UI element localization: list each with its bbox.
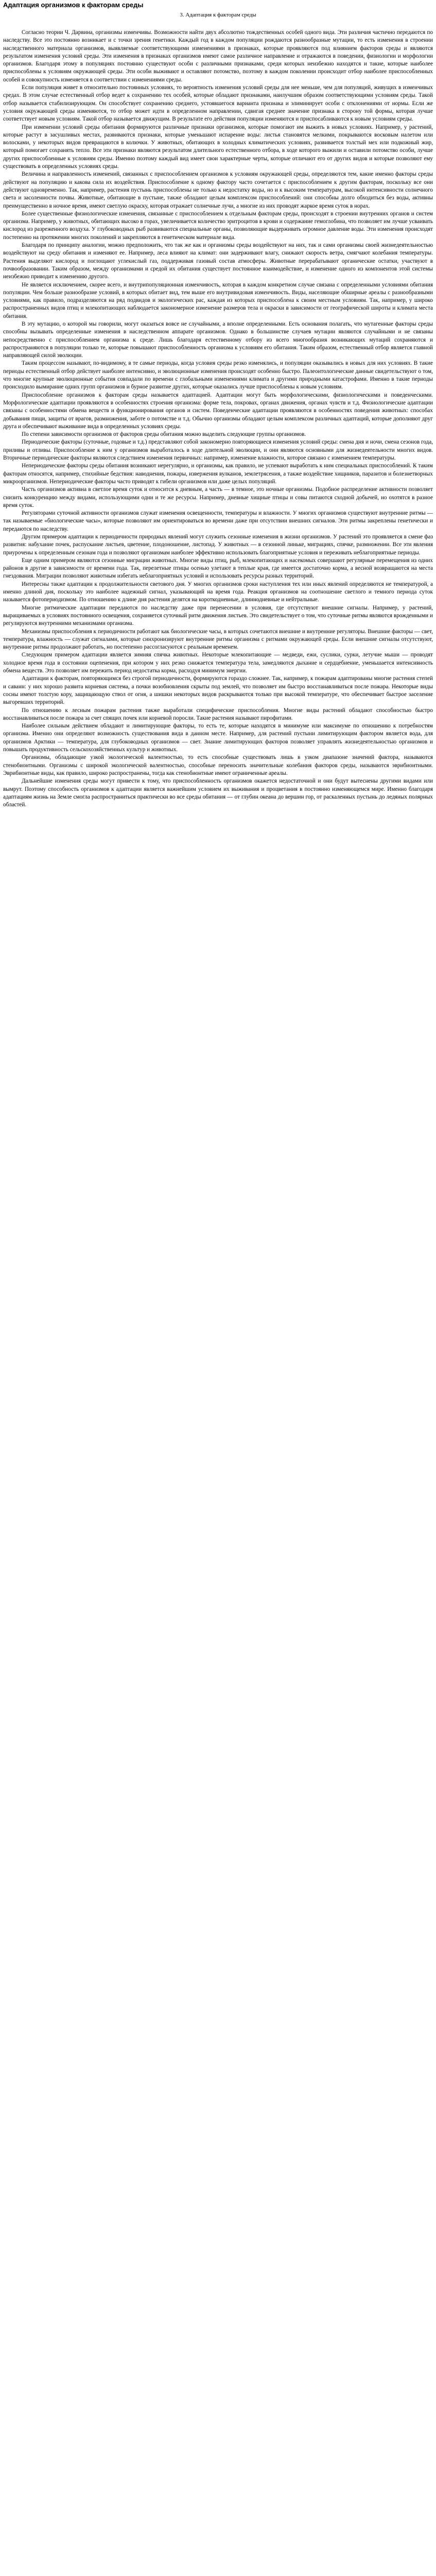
paragraph: По отношению к лесным пожарам растения также выработали специфические приспособления. Многие виды растений обладают способностью быстро восстанавливаться после пожара за счет спящих почек или корневой поросли. Такие растения называют пирофитами. bbox=[3, 707, 433, 721]
paragraph: Следующим примером адаптации является зимняя спячка животных. Некоторые млекопитающие — медведи, ежи, суслики, сурки, летучие мыши — проводят холодное время года в состоянии оцепенения, при котором у них резко снижается температура тела, замедляются дыхание и сердцебиение, уменьшается интенсивность обмена веществ. Это позволяет им пережить период недостатка корма, расходуя минимум энергии. bbox=[3, 652, 433, 674]
paragraph: Более существенные физиологические изменения, связанные с приспособлением к отдельным факторам среды, происходят в строении внутренних органов и систем организма. Например, у животных, обитающих высоко в горах, увеличивается количество эритроцитов в крови и содержание гемоглобина, что позволяет им лучше усваивать кислород из разреженного воздуха. У глубоководных рыб развиваются специальные органы, позволяющие выдерживать огромное давление воды. Эти изменения происходят постепенно на протяжении многих поколений и закрепляются в генетическом материале вида. bbox=[3, 210, 433, 241]
paragraph: Другим примером адаптации к периодичности природных явлений могут служить сезонные изменения в жизни организмов. У растений это проявляется в смене фаз развития: набухание почек, распускание листьев, цветение, плодоношение, листопад. У животных — в сезонной линьке, миграциях, спячке, размножении. Все эти явления приурочены к определенным сезонам года и позволяют организмам наиболее эффективно использовать благоприятные условия и переживать неблагоприятные периоды. bbox=[3, 534, 433, 556]
paragraph: Не является исключением, скорее всего, и внутрипопуляционная изменчивость, которая в каждом конкретном случае связана с определенными условиями обитания популяции. Чем больше разнообразие условий, в которых обитает вид, тем выше его внутривидовая изменчивость. Виды, населяющие обширные ареалы с разнообразными условиями, как правило, подразделяются на ряд подвидов и экологических рас, каждая из которых приспособлена к своим местным условиям. Так, например, у широко распространенных видов птиц и млекопитающих наблюдается закономерное изменение размеров тела и окраски в зависимости от географической широты и климата места обитания. bbox=[3, 281, 433, 319]
section-heading: 3. Адаптация к факторам среды bbox=[180, 12, 256, 18]
paragraph: Часть организмов активна в светлое время суток и относится к дневным, а часть — в темное, это ночные организмы. Подобное распределение активности позволяет снизить конкуренцию между видами, использующими одни и те же ресурсы. Например, дневные хищные птицы и совы питаются сходной добычей, но охотятся в разное время суток. bbox=[3, 486, 433, 509]
paragraph: При изменении условий среды обитания формируются различные признаки организмов, которые помогают им выжить в новых условиях. Например, у растений, которые растут в засушливых местах, развиваются признаки, которые уменьшают испарение воды: листья становятся мелкими, покрываются восковым налетом или волосками, у некоторых видов превращаются в колючки. У животных, обитающих в холодных климатических условиях, развивается толстый мех или подкожный жир, который помогает сохранять тепло. Все эти признаки являются результатом длительного естественного отбора, в ходе которого выжили и оставили потомство особи, лучше других приспособленные к условиям среды. Именно поэтому каждый вид имеет свои характерные черты, которые отличают его от других видов и которые позволяют ему существовать в определенных условиях среды. bbox=[3, 124, 433, 170]
paragraph: Периодические факторы (суточные, годовые и т.д.) представляют собой закономерно повторяющиеся изменения условий среды: смена дня и ночи, смена сезонов года, приливы и отливы. Приспособление к ним у организмов выработалось в ходе длительной эволюции, и они являются основными для жизнедеятельности многих видов. Вторичные периодические факторы являются следствием изменения первичных: например, изменение влажности, которое связано с изменением температуры. bbox=[3, 439, 433, 462]
paragraph: Еще одним примером являются сезонные миграции животных. Многие виды птиц, рыб, млекопитающих и насекомых совершают регулярные перемещения из одних районов в другие в зависимости от времени года. Так, перелетные птицы осенью улетают в теплые края, где имеется достаточно корма, а весной возвращаются на места гнездования. Миграции позволяют животным избегать неблагоприятных условий и использовать ресурсы разных территорий. bbox=[3, 557, 433, 580]
paragraph: Приспособление организмов к факторам среды называется адаптацией. Адаптации могут быть морфологическими, физиологическими и поведенческими. Морфологические адаптации проявляются в особенностях строения организма: форме тела, покровах, органах движения, органах чувств и т.д. Физиологические адаптации связаны с особенностями обмена веществ и функционирования органов и систем. Поведенческие адаптации проявляются в особенностях поведения животных: способах добывания пищи, защиты от врагов, размножения, заботе о потомстве и т.д. Обычно организмы обладают целым комплексом различных адаптаций, которые дополняют друг друга и обеспечивают выживание вида в определенных условиях среды. bbox=[3, 392, 433, 430]
paragraph: Величина и направленность изменений, связанных с приспособлением организмов к условиям окружающей среды, определяются тем, какие именно факторы среды действуют на популяцию и какова сила их воздействия. Приспособление к одному фактору часто сочетается с приспособлением к другим факторам, поскольку все они действуют одновременно. Так, например, растения пустынь приспособлены не только к недостатку воды, но и к высоким температурам, высокой интенсивности солнечного света и засоленности почвы. Животные, обитающие в пустыне, также обладают целым комплексом приспособлений: они способны долго обходиться без воды, активны преимущественно в ночное время, имеют светлую окраску, которая отражает солнечные лучи, а многие из них проводят жаркое время суток в норах. bbox=[3, 171, 433, 209]
paragraph: Таким процессом называют, по-видимому, в те самые периоды, когда условия среды резко изменялись, и популяции оказывались в новых для них условиях. В такие периоды естественный отбор действует наиболее интенсивно, и эволюционные изменения происходят особенно быстро. Палеонтологические данные свидетельствуют о том, что многие крупные эволюционные события совпадали по времени с глобальными изменениями климата и другими природными катастрофами. Именно в такие периоды происходило вымирание одних групп организмов и бурное развитие других, которые оказались лучше приспособлены к новым условиям. bbox=[3, 360, 433, 391]
article-body bbox=[3, 29, 433, 809]
paragraph: Непериодические факторы среды обитания возникают нерегулярно, и организмы, как правило, не успевают выработать к ним специальных приспособлений. К таким факторам относятся, например, стихийные бедствия: наводнения, пожары, извержения вулканов, землетрясения, а также воздействие хищников, паразитов и болезнетворных микроорганизмов. Непериодические факторы часто приводят к гибели организмов или даже целых популяций. bbox=[3, 463, 433, 485]
paragraph: Регуляторами суточной активности организмов служат изменения освещенности, температуры и влажности. У многих организмов существуют внутренние ритмы — так называемые «биологические часы», которые позволяют им ориентироваться во времени даже при отсутствии внешних сигналов. Эти ритмы закреплены генетически и передаются по наследству. bbox=[3, 510, 433, 532]
page-title: Адаптация организмов к факторам среды bbox=[3, 1, 144, 9]
paragraph: Дальнейшие изменения среды могут привести к тому, что приспособленность организмов окажется недостаточной и они будут вытеснены другими видами или вымрут. Поэтому способность организмов к адаптации является важнейшим условием их выживания и процветания в постоянно изменяющемся мире. Именно благодаря адаптациям жизнь на Земле смогла распространиться практически во все среды обитания — от глубин океана до вершин гор, от раскаленных пустынь до ледяных полярных областей. bbox=[3, 778, 433, 808]
paragraph: Интересны также адаптации к продолжительности светового дня. У многих организмов сроки наступления тех или иных явлений определяются не температурой, а именно длиной дня, поскольку это наиболее надежный сигнал, указывающий на время года. Реакция организмов на соотношение светлого и темного периода суток называется фотопериодизмом. По отношению к длине дня растения делятся на короткодневные, длиннодневные и нейтральные. bbox=[3, 581, 433, 603]
paragraph: В эту мутацию, о которой мы говорили, могут оказаться вовсе не случайными, а вполне определенными. Есть основания полагать, что мутагенные факторы среды способны вызывать определенные изменения в наследственном аппарате организмов. Однако в большинстве случаев мутации являются случайными и не связаны непосредственно с приспособлением организма к среде. Лишь благодаря естественному отбору из всего многообразия возникающих мутаций сохраняются и распространяются в популяции только те, которые повышают приспособленность организма к условиям его обитания. Таким образом, естественный отбор является главной направляющей силой эволюции. bbox=[3, 320, 433, 359]
paragraph: Механизмы приспособления к периодичности работают как биологические часы, в которых сочетаются внешние и внутренние регуляторы. Внешние факторы — свет, температура, влажность — служат сигналами, которые синхронизируют внутренние ритмы организма с ритмами окружающей среды. Если внешние сигналы отсутствуют, внутренние ритмы продолжают работать, но постепенно рассогласуются с реальным временем. bbox=[3, 628, 433, 651]
paragraph: Благодаря по принципу аналогии, можно предположить, что так же как и организмы среды воздействуют на них, так и сами организмы своей жизнедеятельностью воздействуют на среду обитания и изменяют ее. Например, леса влияют на климат: они задерживают влагу, снижают скорость ветра, смягчают колебания температуры. Растения выделяют кислород и поглощают углекислый газ, поддерживая газовый состав атмосферы. Животные перерабатывают органические остатки, участвуют в почвообразовании. Таким образом, между организмами и средой их обитания существует постоянное взаимодействие, и изменение одного из компонентов этой системы неизбежно приводит к изменению другого. bbox=[3, 242, 433, 280]
paragraph: Адаптации к факторам, повторяющимся без строгой периодичности, формируются гораздо сложнее. Так, например, к пожарам адаптированы многие растения степей и саванн: у них хорошо развита корневая система, а почки возобновления скрыты под землей, что позволяет им быстро восстанавливаться после пожара. Некоторые виды сосны имеют толстую кору, защищающую ствол от огня, а шишки некоторых видов раскрываются только при высокой температуре, что обеспечивает быстрое заселение выгоревших территорий. bbox=[3, 675, 433, 706]
paragraph: Наиболее сильным действием обладают и лимитирующие факторы, то есть те, которые находятся в минимуме или максимуме по отношению к потребностям организма. Именно они определяют возможность существования вида в данном месте. Например, для растений пустыни лимитирующим фактором является вода, для организмов Арктики — температура, для глубоководных организмов — свет. Знание лимитирующих факторов позволяет управлять жизнедеятельностью организмов и повышать продуктивность сельскохозяйственных культур и животных. bbox=[3, 723, 433, 753]
paragraph: По степени зависимости организмов от факторов среды обитания можно выделить следующие группы организмов. bbox=[22, 431, 306, 438]
paragraph: Многие ритмические адаптации передаются по наследству даже при перенесении в условия, где отсутствуют внешние сигналы. Например, у растений, выращиваемых в условиях постоянного освещения, сохраняется суточный ритм движения листьев. Это свидетельствует о том, что суточные ритмы являются врожденными и регулируются внутренними механизмами организма. bbox=[3, 604, 433, 627]
paragraph: Согласно теории Ч. Дарвина, организмы изменчивы. Возможности найти двух абсолютно тождественных особей одного вида. Эти различия частично передаются по наследству. Все это постоянно возникает и с точки зрения генетики. Каждый год в каждом популяции рождаются разнообразные мутации, то есть изменения в строении наследственного материала организмов, выявляемые соответствующими изменениями в признаках, которые проявляются под влиянием факторов среды и являются результатом изменения условий среды. Эти изменения в признаках организмов имеют самое различное направление и отражаются в поведении, физиологии и морфологии организмов. Благодаря этому в популяциях постоянно существуют особи с различными признаками, среди которых неизбежно находятся и такие, которые наиболее приспособлены к условиям окружающей среды. Эти особи выживают и оставляют потомство, поэтому в каждом поколении происходит отбор наиболее приспособленных особей и совокупность изменяется в соответствии с изменениями среды. bbox=[3, 29, 433, 83]
paragraph: Если популяция живет в относительно постоянных условиях, то вероятность изменения условий среды для нее меньше, чем для популяций, живущих в изменчивых средах. В этом случае естественный отбор ведет к сохранению тех особей, которые обладают признаками, наилучшим образом соответствующими условиям среды. Такой отбор называется стабилизирующим. Он способствует сохранению среднего, устоявшегося варианта признака и элиминирует особи с отклонениями от нормы. Если же условия окружающей среды изменяются, то отбор может идти в определенном направлении, сдвигая среднее значение признака в сторону той формы, которая лучше соответствует новым условиям. Такой отбор называется движущим. В результате его действия популяции изменяются и приспосабливаются к новым условиям среды. bbox=[3, 84, 433, 123]
paragraph: Организмы, обладающие узкой экологической валентностью, то есть способные существовать лишь в узком диапазоне значений фактора, называются стенобионтными. Организмы с широкой экологической валентностью, способные переносить значительные колебания факторов среды, называются эврибионтными. Эврибионтные виды, как правило, широко распространены, тогда как стенобионтные имеют ограниченные ареалы. bbox=[3, 754, 433, 776]
